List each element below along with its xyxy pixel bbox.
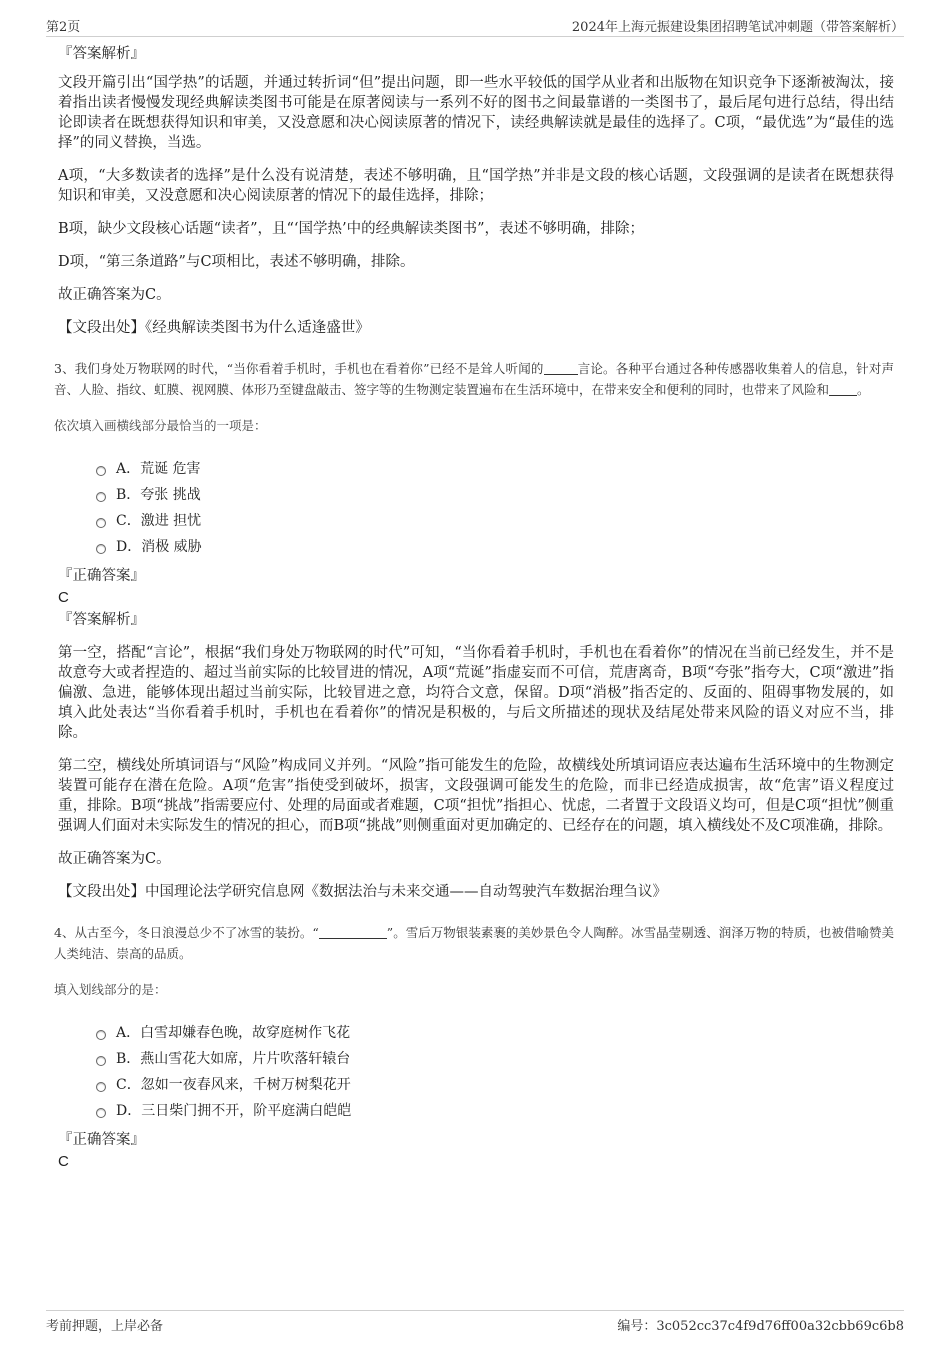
page-header [46,14,904,37]
q3-analysis-para: 第二空，横线处所填词语与“风险”构成同义并列。“风险”指可能发生的危险，故横线处所填词语应表达遍布生活环境中的生物测定装置可能存在潜在危险。A项“危害”指使受到破坏，损害，文段强调可能发生的危险，而非已经造成损害，故“危害”语义程度过重，排除。B项“挑战”指需要应付、处理的局面或者难题，C项“担忧”指担心、忧虑，二者置于文段语义均可，但是C项“担忧”侧重强调人们面对未实际发生的情况的担心，而B项“挑战”则侧重面对更加确定的、已经存在的问题，填入横线处不及C项准确，排除。 [58,758,894,834]
q3-stem [54,358,894,400]
option-label: D．三日柴门拥不开，阶平庭满白皑皑 [116,1103,352,1119]
radio-icon[interactable] [96,492,106,502]
q3-blank [829,381,857,396]
q3-option-b[interactable] [96,482,894,508]
q4-stem-text: 4、从古至今，冬日浪漫总少不了冰雪的装扮。“ [54,925,319,940]
q3-stem-text: 言论。各种平台通过各种传感器收集着人的信息，针对声音、人脸、指纹、虹膜、视网膜、体形乃至键盘敲击、签字等的生物测定装置遍布在生活环境中，在带来安全和便利的同时，也带来了风险和 [54,361,894,397]
page-number: 第2页 [46,20,81,35]
q2-analysis-para: D项，“第三条道路”与C项相比，表述不够明确，排除。 [58,254,415,270]
q4-option-a[interactable] [96,1020,894,1046]
q2-analysis-para: B项，缺少文段核心话题“读者”，且“‘国学热’中的经典解读类图书”，表述不够明确，排除； [58,221,645,237]
radio-icon[interactable] [96,544,106,554]
q4-option-c[interactable] [96,1072,894,1098]
q3-blank [544,360,578,375]
q3-option-a[interactable] [96,456,894,482]
q3-source: 【文段出处】中国理论法学研究信息网《数据法治与未来交通——自动驾驶汽车数据治理刍议》 [58,884,667,900]
q4-blank [319,924,387,939]
q4-options [96,1020,894,1124]
option-label: B．夸张 挑战 [116,487,201,503]
q3-conclusion: 故正确答案为C。 [58,851,171,867]
page-footer [46,1310,904,1333]
q4-option-d[interactable] [96,1098,894,1124]
q3-option-d[interactable] [96,534,894,560]
radio-icon[interactable] [96,466,106,476]
q4-stem [54,922,894,964]
option-label: D．消极 威胁 [116,539,202,555]
option-label: A．荒诞 危害 [116,461,201,477]
q3-analysis-para: 第一空，搭配“言论”，根据“我们身处万物联网的时代”可知，“当你看着手机时，手机也在看着你”的情况在当前已经发生，并不是故意夸大或者捏造的、超过当前实际的比较冒进的情况，A项“荒诞”指虚妄而不可信，荒唐离奇，B项“夸张”指夸大，C项“激进”指偏激、急进，能够体现出超过当前实际，比较冒进之意，均符合文意，保留。D项“消极”指否定的、反面的、阻碍事物发展的，如填入此处表达“当你看着手机时，手机也在看着你”的情况是积极的，与后文所描述的现状及结尾处带来风险的语义对应不当，排除。 [58,645,894,741]
document-id: 编号：3c052cc37c4f9d76ff00a32cbb69c6b8 [617,1319,904,1334]
q2-source: 【文段出处】《经典解读类图书为什么适逢盛世》 [58,320,370,336]
radio-icon[interactable] [96,1056,106,1066]
q4-stem-text: ”。雪后万物银装素裹的美妙景色令人陶醉。冰雪晶莹剔透、润泽万物的特质，也被借喻赞美人类纯洁、崇高的品质。 [54,925,894,961]
radio-icon[interactable] [96,518,106,528]
q2-analysis-label: 『答案解析』 [58,46,145,62]
radio-icon[interactable] [96,1030,106,1040]
document-title: 2024年上海元振建设集团招聘笔试冲刺题（带答案解析） [571,20,904,35]
option-label: B．燕山雪花大如席，片片吹落轩辕台 [116,1051,351,1067]
q4-prompt: 填入划线部分的是： [54,982,167,997]
q3-stem-text: 。 [857,382,870,397]
footer-slogan: 考前押题，上岸必备 [46,1319,164,1334]
q3-correct-label: 『正确答案』 [58,568,145,584]
option-label: C．激进 担忧 [116,513,202,529]
page-content [54,44,894,1179]
option-label: A．白雪却嫌春色晚，故穿庭树作飞花 [116,1025,351,1041]
radio-icon[interactable] [96,1108,106,1118]
q3-analysis-label: 『答案解析』 [58,612,145,628]
q3-option-c[interactable] [96,508,894,534]
q2-analysis-para: 文段开篇引出“国学热”的话题，并通过转折词“但”提出问题，即一些水平较低的国学从业者和出版物在知识竞争下逐渐被淘汰，接着指出读者慢慢发现经典解读类图书可能是在原著阅读与一系列不好的图书之间最靠谱的一类图书了，最后尾句进行总结，得出结论即读者在既想获得知识和审美，又没意愿和决心阅读原著的情况下，读经典解读就是最佳的选择了。C项，“最优选”为“最佳的选择”的同义替换，当选。 [58,75,894,151]
option-label: C．忽如一夜春风来，千树万树梨花开 [116,1077,351,1093]
q3-stem-text: 3、我们身处万物联网的时代，“当你看着手机时，手机也在看着你”已经不是耸人听闻的 [54,361,544,376]
q4-option-b[interactable] [96,1046,894,1072]
radio-icon[interactable] [96,1082,106,1092]
q2-analysis-para: A项，“大多数读者的选择”是什么没有说清楚，表述不够明确，且“国学热”并非是文段的核心话题，文段强调的是读者在既想获得知识和审美，又没意愿和决心阅读原著的情况下的最佳选择，排除； [58,168,894,204]
q3-correct-answer: C [58,589,69,606]
q4-correct-label: 『正确答案』 [58,1132,145,1148]
q3-prompt: 依次填入画横线部分最恰当的一项是： [54,418,267,433]
q4-correct-answer: C [58,1153,69,1170]
q3-options [96,456,894,560]
q2-conclusion: 故正确答案为C。 [58,287,171,303]
